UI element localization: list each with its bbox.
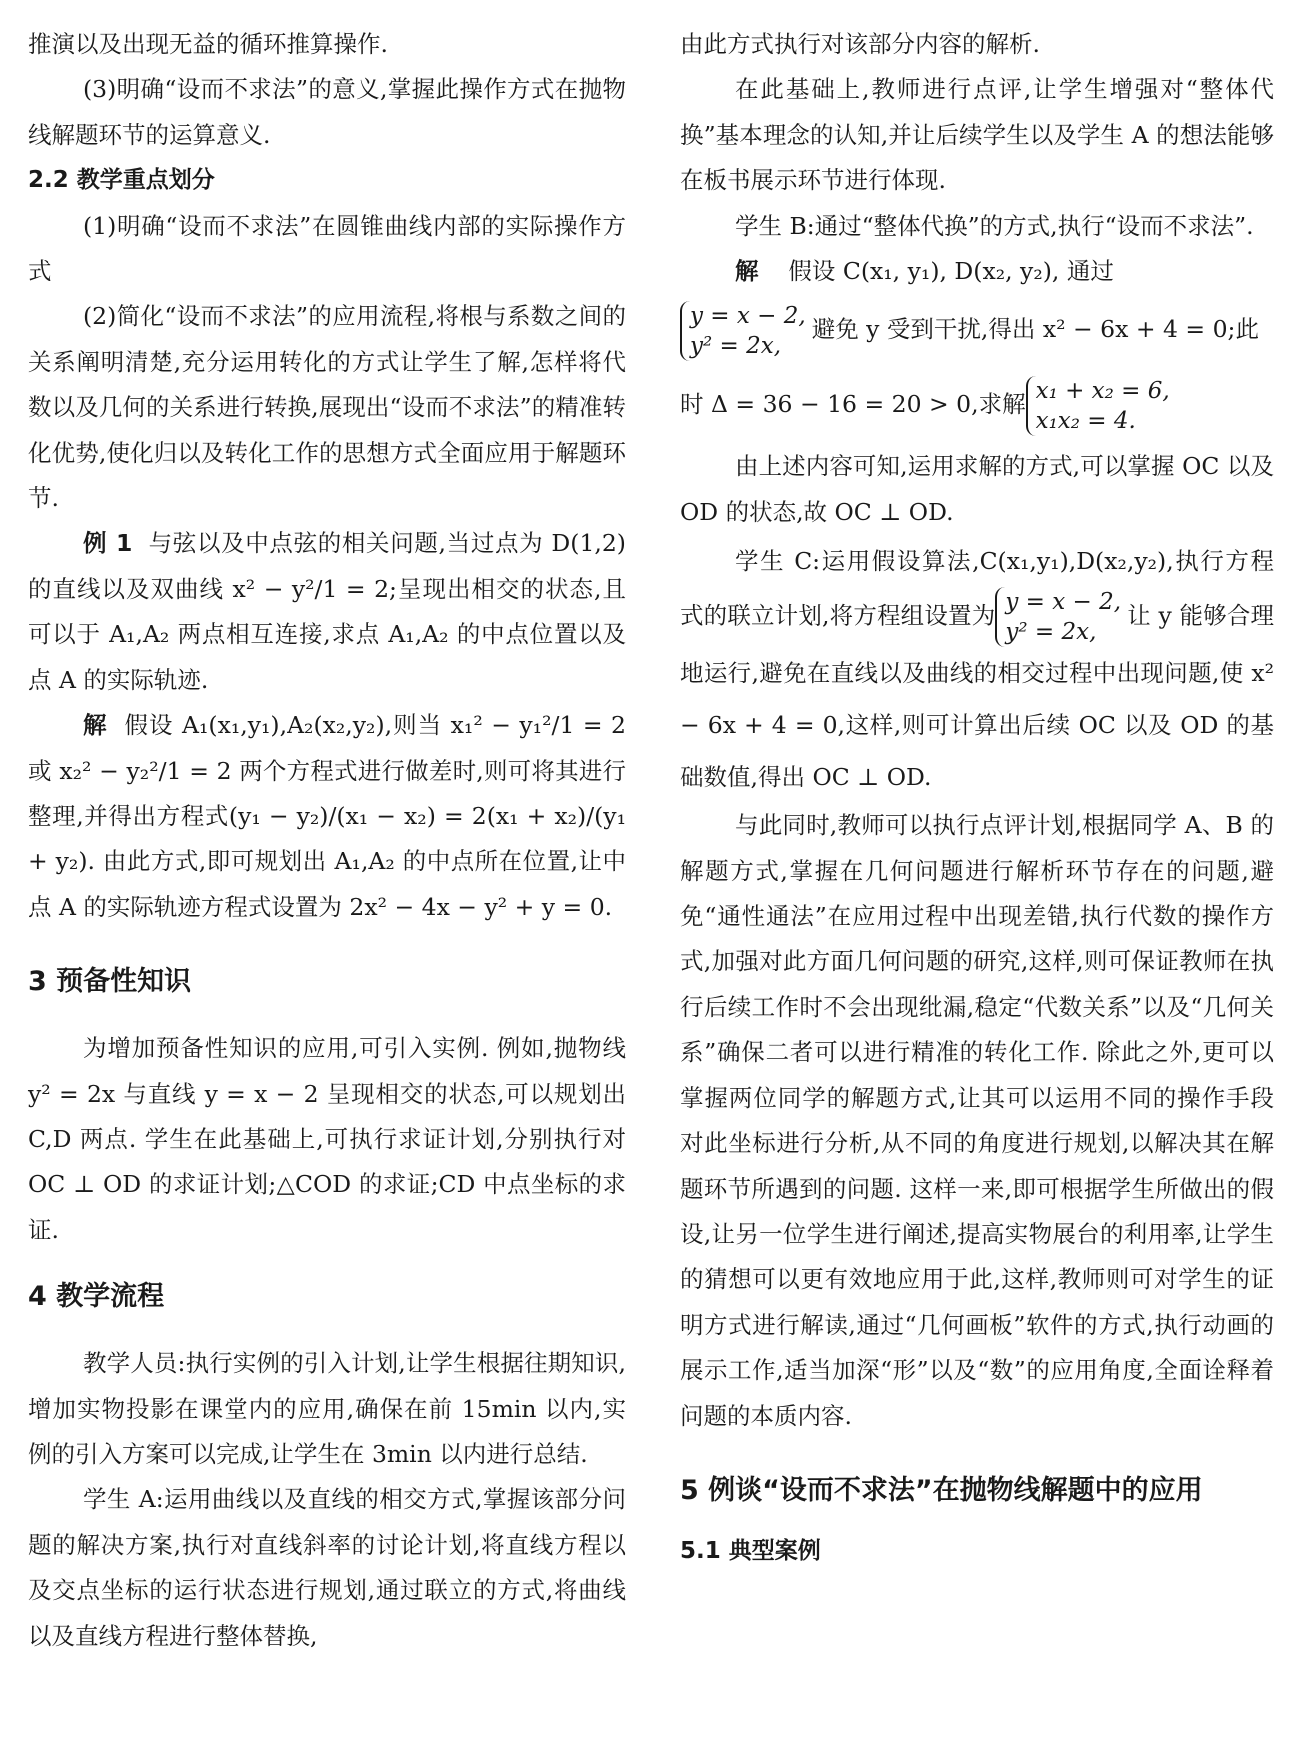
- paragraph: (2)简化“设而不求法”的应用流程,将根与系数之间的关系阐明清楚,充分运用转化的方式让学生了解,怎样将代数以及几何的关系进行转换,展现出“设而不求法”的精准转化优势,使化归以及转化工作的思想方式全面应用于解题环节.: [28, 302, 626, 513]
- right-column: [680, 22, 1274, 1574]
- paragraph: [680, 535, 1274, 803]
- example-text: 与弦以及中点弦的相关问题,当过点为 D(1,2)的直线以及双曲线 x² − y²/1 = 2;呈现出相交的状态,且可以于 A₁,A₂ 两点相互连接,求点 A₁,A₂ 的中点位置以及点 A 的实际轨迹.: [28, 529, 626, 694]
- solution-text: 避免 y 受到干扰,得出 x² − 6x + 4 = 0;此: [811, 315, 1259, 344]
- section-heading: 3 预备性知识: [28, 966, 192, 998]
- paragraph: (3)明确“设而不求法”的意义,掌握此操作方式在抛物线解题环节的运算意义.: [28, 75, 626, 149]
- paragraph-text: 让 y 能够合理地运行,避免在直线以及曲线的相交过程中出现问题,使 x² − 6x + 4 = 0,这样,则可计算出后续 OC 以及 OD 的基础数值,得出 OC ⊥ OD.: [680, 601, 1274, 792]
- section-heading: 5 例谈“设而不求法”在抛物线解题中的应用: [680, 1474, 1203, 1506]
- equation-line: [680, 294, 1274, 364]
- paragraph: (1)明确“设而不求法”在圆锥曲线内部的实际操作方式: [28, 211, 626, 286]
- equation: y = x − 2,: [1005, 589, 1122, 616]
- equation-system: [680, 301, 810, 361]
- equation-line: [680, 364, 1274, 444]
- solution-label: 解: [83, 711, 108, 740]
- paragraph: 由此方式执行对该部分内容的解析.: [680, 30, 1040, 58]
- paragraph: 学生 A:运用曲线以及直线的相交方式,掌握该部分问题的解决方案,执行对直线斜率的讨论计划,将直线方程以及交点坐标的运行状态进行规划,通过联立的方式,将曲线以及直线方程进行整体替换,: [28, 1485, 626, 1650]
- equation: x₁x₂ = 4.: [1035, 407, 1136, 434]
- equation: y² = 2x,: [1005, 619, 1097, 646]
- example-paragraph: [28, 521, 626, 703]
- solution-text: 假设 C(x₁, y₁), D(x₂, y₂), 通过: [788, 257, 1114, 286]
- solution-text: 假设 A₁(x₁,y₁),A₂(x₂,y₂),则当 x₁² − y₁²/1 = 2 或 x₂² − y₂²/1 = 2 两个方程式进行做差时,则可将其进行整理,并得出方程式(y₁ − y₂)/(x₁ − x₂) = 2(x₁ + x₂)/(y₁ + y₂). 由此方式,即可规划出 A₁,A₂ 的中点所在位置,让中点 A 的实际轨迹方程式设置为 2x² − 4x − y² + y = 0.: [28, 711, 627, 921]
- paragraph: 学生 B:通过“整体代换”的方式,执行“设而不求法”.: [735, 211, 1254, 240]
- paragraph: 与此同时,教师可以执行点评计划,根据同学 A、B 的解题方式,掌握在几何问题进行解析环节存在的问题,避免“通性通法”在应用过程中出现差错,执行代数的操作方式,加强对此方面几何问题的研究,这样,则可保证教师在执行后续工作时不会出现纰漏,稳定“代数关系”以及“几何关系”确保二者可以进行精准的转化工作. 除此之外,更可以掌握两位同学的解题方式,让其可以运用不同的操作手段对此坐标进行分析,从不同的角度进行规划,以解决其在解题环节所遇到的问题. 这样一来,即可根据学生所做出的假设,让另一位学生进行阐述,提高实物展台的利用率,让学生的猜想可以更有效地应用于此,这样,教师则可对学生的证明方式进行解读,通过“几何画板”软件的方式,执行动画的展示工作,适当加深“形”以及“数”的应用角度,全面诠释着问题的本质内容.: [680, 811, 1274, 1430]
- paragraph: 教学人员:执行实例的引入计划,让学生根据往期知识,增加实物投影在课堂内的应用,确保在前 15min 以内,实例的引入方案可以完成,让学生在 3min 以内进行总结.: [28, 1349, 626, 1468]
- solution-paragraph: [680, 249, 1274, 294]
- section-heading: 4 教学流程: [28, 1281, 165, 1313]
- equation: x₁ + x₂ = 6,: [1035, 377, 1170, 404]
- equation-system: [1026, 376, 1174, 436]
- section-heading: 2.2 教学重点划分: [28, 167, 215, 194]
- example-label: 例 1: [83, 529, 133, 558]
- solution-text: 时 Δ = 36 − 16 = 20 > 0,求解: [680, 390, 1026, 419]
- paragraph: 推演以及出现无益的循环推算操作.: [28, 30, 388, 58]
- paragraph: 为增加预备性知识的应用,可引入实例. 例如,抛物线 y² = 2x 与直线 y = x − 2 呈现相交的状态,可以规划出 C,D 两点. 学生在此基础上,可执行求证计划,分别执行对 OC ⊥ OD 的求证计划;△COD 的求证;CD 中点坐标的求证.: [28, 1034, 626, 1244]
- paragraph-text: 学生 C:运用假设算法,C(x₁,y₁),D(x₂,y₂),执行方程式的联立计划,将方程组设置为: [680, 547, 1274, 630]
- equation: y = x − 2,: [690, 302, 806, 329]
- section-heading: 5.1 典型案例: [680, 1537, 821, 1564]
- solution-paragraph: [28, 703, 626, 930]
- left-column: [28, 22, 626, 1659]
- solution-label: 解: [735, 257, 759, 286]
- equation-system: [995, 587, 1125, 647]
- paragraph: 在此基础上,教师进行点评,让学生增强对“整体代换”基本理念的认知,并让后续学生以及学生 A 的想法能够在板书展示环节进行体现.: [680, 75, 1274, 195]
- equation: y² = 2x,: [690, 332, 782, 359]
- paragraph: 由上述内容可知,运用求解的方式,可以掌握 OC 以及 OD 的状态,故 OC ⊥ OD.: [680, 452, 1274, 526]
